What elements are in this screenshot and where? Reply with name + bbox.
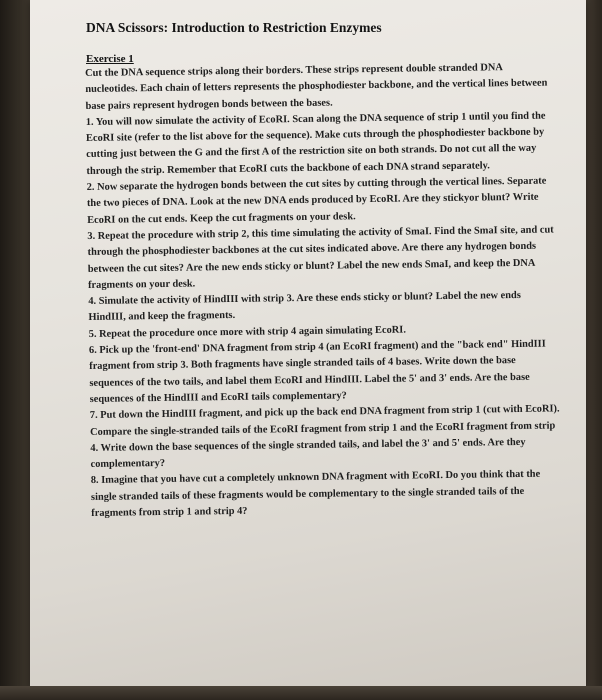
step-8: 8. Imagine that you have cut a completely unknown DNA fragment with EcoRI. Do you think that the single stranded tails of these fragments would be complementary to the single stranded tails of the fragments from strip 1 and strip 4?	[90, 469, 541, 519]
intro-paragraph: Cut the DNA sequence strips along their borders. These strips represent double stranded DNA nucleotides. Each chain of letters represents the phosphodiester backbone, and the vertical lines between base pairs represent hydrogen bonds between the bases.	[85, 62, 548, 112]
document-title: DNA Scissors: Introduction to Restriction Enzymes	[86, 20, 382, 35]
photo-background-bottom	[0, 686, 602, 700]
step-1: 1. You will now simulate the activity of EcoRI. Scan along the DNA sequence of strip 1 until you find the EcoRI site (refer to the list above for the sequence). Make cuts through the phosphodiester backbone by cutting just between the G and the first A of the restriction site on both strands. Do not cut all the way through the strip. Remember that EcoRI cuts the backbone of each DNA strand separately.	[85, 110, 546, 177]
exercise-heading: Exercise 1	[86, 53, 134, 65]
exercise-body	[85, 59, 561, 522]
document-page	[30, 0, 586, 690]
step-3: 3. Repeat the procedure with strip 2, this time simulating the activity of SmaI. Find the SmaI site, and cut through the phosphodiester backbones at the cut sites indicated above. Are there any hydrogen bonds between the cut sites? Are the new ends sticky or blunt? Label the new ends SmaI, and keep the DNA fragments on your desk.	[87, 224, 554, 291]
step-2: 2. Now separate the hydrogen bonds between the cut sites by cutting through the vertical lines. Separate the two pieces of DNA. Look at the new DNA ends produced by EcoRI. Are they stickyor blunt? Write EcoRI on the cut ends. Keep the cut fragments on your desk.	[86, 175, 547, 226]
step-5: 5. Repeat the procedure once more with strip 4 again simulating EcoRI.	[88, 324, 406, 340]
step-4: 4. Simulate the activity of HindIII with strip 3. Are these ends sticky or blunt? Label the new ends HindIII, and keep the fragments.	[88, 290, 521, 324]
step-7: 7. Put down the HindIII fragment, and pick up the back end DNA fragment from strip 1 (cut with EcoRI). Compare the single-stranded tails of the EcoRI fragment from strip 1 and the EcoRI fragment from strip 4. Write down the base sequences of the single stranded tails, and label the 3' and 5' ends. Are they complementary?	[89, 403, 560, 471]
step-6: 6. Pick up the 'front-end' DNA fragment from strip 4 (an EcoRI fragment) and the "back end" HindIII fragment from strip 3. Both fragments have single stranded tails of 4 bases. Write down the base sequences of the two tails, and label them EcoRI and HindIII. Label the 5' and 3' ends. Are the base sequences of the HindIII and EcoRI tails complementary?	[88, 338, 546, 405]
